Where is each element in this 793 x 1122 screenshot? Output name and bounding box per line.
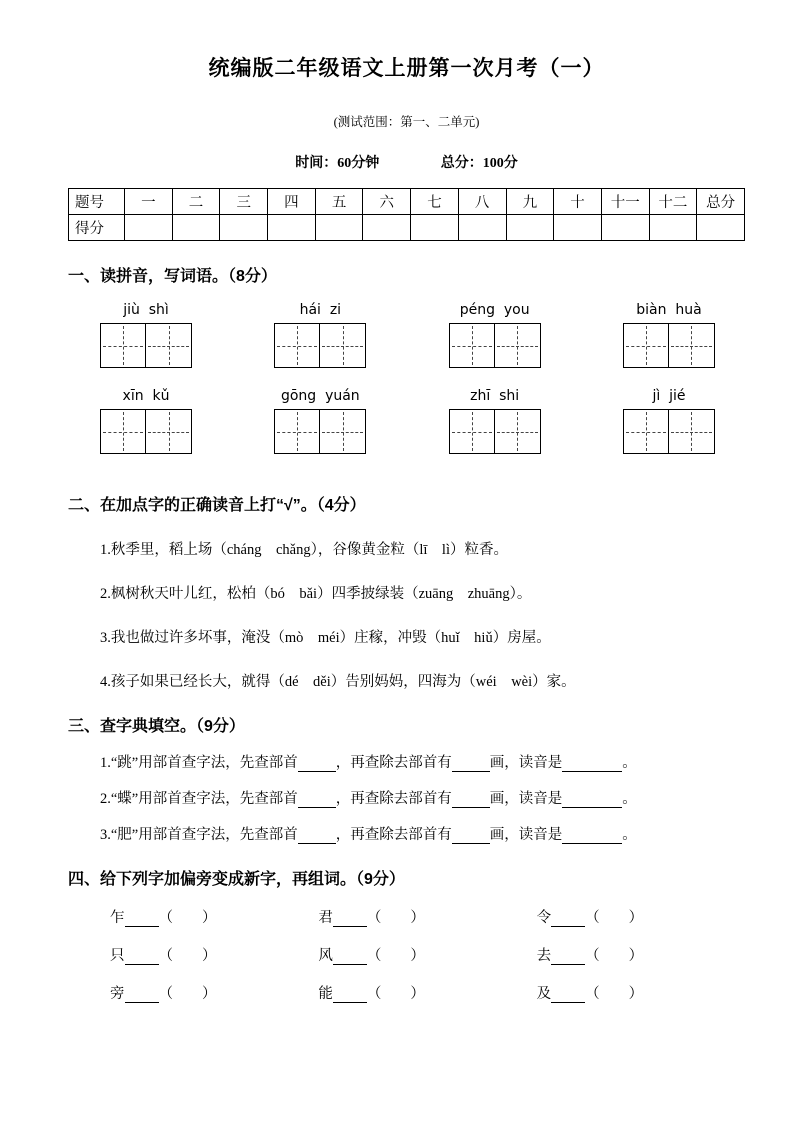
question-number-label: 题号 — [69, 189, 125, 215]
writing-grid — [449, 409, 541, 454]
section1-heading: 一、读拼音，写词语。（8分） — [68, 268, 277, 285]
score-cell — [125, 215, 173, 241]
pronunciation-question: 3.我也做过许多坏事，淹没（mò méi）庄稼，冲毁（huǐ hiǔ）房屋。 — [100, 630, 551, 646]
add-radical-item — [110, 982, 318, 1003]
section2-heading: 二、在加点字的正确读音上打“√”。（4分） — [68, 497, 366, 514]
paren-blank: （ ） — [366, 910, 425, 926]
question-text: 画，读音是 — [489, 827, 563, 843]
score-cell — [363, 215, 411, 241]
word-group — [100, 302, 192, 372]
pinyin-word-row-1 — [68, 302, 745, 372]
writing-cell — [275, 410, 320, 453]
writing-cell — [450, 410, 495, 453]
add-radical-item — [537, 982, 745, 1003]
question-text: 画，读音是 — [489, 755, 563, 771]
base-character: 风 — [318, 948, 333, 964]
blank-line — [333, 950, 367, 965]
pronunciation-question: 2.枫树秋天叶儿红，松柏（bó bǎi）四季披绿装（zuāng zhuāng）。 — [100, 586, 532, 602]
add-radical-item — [537, 906, 745, 927]
writing-cell — [146, 410, 191, 453]
section2-question-list — [68, 538, 745, 691]
blank-line — [562, 793, 622, 808]
paren-blank: （ ） — [585, 986, 644, 1002]
question-text: ，再查除去部首有 — [335, 755, 452, 771]
writing-cell — [495, 410, 540, 453]
pinyin-label: jiù shì — [123, 302, 169, 318]
paren-blank: （ ） — [158, 948, 217, 964]
column-header: 九 — [506, 189, 554, 215]
column-header: 四 — [268, 189, 316, 215]
time-label: 时间：60分钟 — [295, 156, 380, 171]
total-score-label: 总分：100分 — [440, 156, 518, 171]
writing-cell — [495, 324, 540, 367]
score-cell — [315, 215, 363, 241]
add-radical-row-1 — [68, 906, 745, 927]
writing-cell — [320, 410, 365, 453]
score-cell — [172, 215, 220, 241]
column-header: 三 — [220, 189, 268, 215]
score-cell — [220, 215, 268, 241]
blank-line — [551, 912, 585, 927]
add-radical-item — [110, 944, 318, 965]
score-cell — [268, 215, 316, 241]
paren-blank: （ ） — [158, 986, 217, 1002]
question-text: ，再查除去部首有 — [335, 791, 452, 807]
writing-cell — [101, 410, 146, 453]
writing-cell — [450, 324, 495, 367]
pinyin-label: jì jié — [652, 388, 686, 404]
blank-line — [452, 757, 490, 772]
word-group — [100, 388, 192, 458]
test-scope-subtitle: (测试范围：第一、二单元) — [333, 115, 480, 129]
blank-line — [562, 757, 622, 772]
writing-grid — [100, 409, 192, 454]
dictionary-question — [100, 751, 745, 772]
pronunciation-question: 4.孩子如果已经长大，就得（dé děi）告别妈妈，四海为（wéi wèi）家。 — [100, 674, 576, 690]
writing-cell — [320, 324, 365, 367]
score-table — [68, 188, 745, 241]
score-cell — [697, 215, 745, 241]
score-cell — [649, 215, 697, 241]
blank-line — [333, 912, 367, 927]
pinyin-label: xīn kǔ — [122, 388, 170, 404]
score-cell — [458, 215, 506, 241]
base-character: 令 — [536, 910, 552, 926]
blank-line — [452, 793, 490, 808]
add-radical-item — [318, 982, 536, 1003]
blank-line — [298, 829, 336, 844]
add-radical-item — [537, 944, 745, 965]
writing-grid — [100, 323, 192, 368]
base-character: 及 — [536, 986, 552, 1002]
blank-line — [551, 950, 585, 965]
score-cell — [554, 215, 602, 241]
question-text: 2.“蝶”用部首查字法，先查部首 — [100, 791, 298, 807]
question-text: ，再查除去部首有 — [335, 827, 452, 843]
score-label: 得分 — [69, 215, 125, 241]
word-group — [623, 302, 715, 372]
pinyin-label: gōng yuán — [280, 388, 360, 404]
dictionary-question — [100, 787, 745, 808]
column-header: 六 — [363, 189, 411, 215]
column-header: 七 — [411, 189, 459, 215]
writing-cell — [275, 324, 320, 367]
blank-line — [452, 829, 490, 844]
column-header: 一 — [125, 189, 173, 215]
column-header: 五 — [315, 189, 363, 215]
base-character: 能 — [318, 986, 333, 1002]
writing-cell — [669, 324, 714, 367]
word-group — [274, 388, 366, 458]
writing-grid — [623, 323, 715, 368]
writing-grid — [623, 409, 715, 454]
pinyin-label: hái zi — [299, 302, 342, 318]
paren-blank: （ ） — [366, 986, 425, 1002]
pinyin-label: péng you — [459, 302, 530, 318]
blank-line — [551, 988, 585, 1003]
base-character: 去 — [536, 948, 552, 964]
column-header: 二 — [172, 189, 220, 215]
question-text: 。 — [622, 791, 637, 807]
base-character: 旁 — [110, 986, 125, 1002]
time-total-line — [68, 152, 745, 172]
base-character: 乍 — [110, 910, 125, 926]
column-header: 十一 — [601, 189, 649, 215]
add-radical-item — [318, 906, 536, 927]
base-character: 君 — [318, 910, 333, 926]
paren-blank: （ ） — [158, 910, 217, 926]
score-table-score-row — [69, 215, 745, 241]
pinyin-label: zhī shi — [470, 388, 520, 404]
word-group — [449, 302, 541, 372]
section3-question-list — [68, 751, 745, 844]
score-cell — [601, 215, 649, 241]
writing-cell — [624, 324, 669, 367]
column-header: 八 — [458, 189, 506, 215]
paren-blank: （ ） — [585, 910, 644, 926]
writing-cell — [669, 410, 714, 453]
paren-blank: （ ） — [585, 948, 644, 964]
writing-grid — [274, 409, 366, 454]
blank-line — [562, 829, 622, 844]
add-radical-row-2 — [68, 944, 745, 965]
blank-line — [125, 912, 159, 927]
column-header: 十二 — [649, 189, 697, 215]
blank-line — [125, 950, 159, 965]
question-text: 。 — [622, 827, 637, 843]
section3-heading: 三、查字典填空。（9分） — [68, 718, 245, 735]
question-text: 。 — [622, 755, 637, 771]
word-group — [274, 302, 366, 372]
blank-line — [333, 988, 367, 1003]
blank-line — [298, 793, 336, 808]
blank-line — [298, 757, 336, 772]
section4-heading: 四、给下列字加偏旁变成新字，再组词。（9分） — [68, 871, 405, 888]
writing-cell — [146, 324, 191, 367]
word-group — [449, 388, 541, 458]
question-text: 画，读音是 — [489, 791, 563, 807]
blank-line — [125, 988, 159, 1003]
score-cell — [506, 215, 554, 241]
pinyin-label: biàn huà — [636, 302, 702, 318]
score-table-header-row — [69, 189, 745, 215]
page-title: 统编版二年级语文上册第一次月考（一） — [208, 57, 605, 80]
base-character: 只 — [110, 948, 125, 964]
pronunciation-question: 1.秋季里，稻上场（cháng chǎng），谷像黄金粒（lī lì）粒香。 — [100, 542, 508, 558]
writing-grid — [274, 323, 366, 368]
dictionary-question — [100, 823, 745, 844]
question-text: 1.“跳”用部首查字法，先查部首 — [100, 755, 298, 771]
word-group — [623, 388, 715, 458]
paren-blank: （ ） — [366, 948, 425, 964]
writing-cell — [624, 410, 669, 453]
add-radical-item — [110, 906, 318, 927]
writing-grid — [449, 323, 541, 368]
question-text: 3.“肥”用部首查字法，先查部首 — [100, 827, 298, 843]
column-header: 十 — [554, 189, 602, 215]
pinyin-word-row-2 — [68, 388, 745, 458]
writing-cell — [101, 324, 146, 367]
column-header: 总分 — [697, 189, 745, 215]
score-cell — [411, 215, 459, 241]
add-radical-row-3 — [68, 982, 745, 1003]
add-radical-item — [318, 944, 536, 965]
